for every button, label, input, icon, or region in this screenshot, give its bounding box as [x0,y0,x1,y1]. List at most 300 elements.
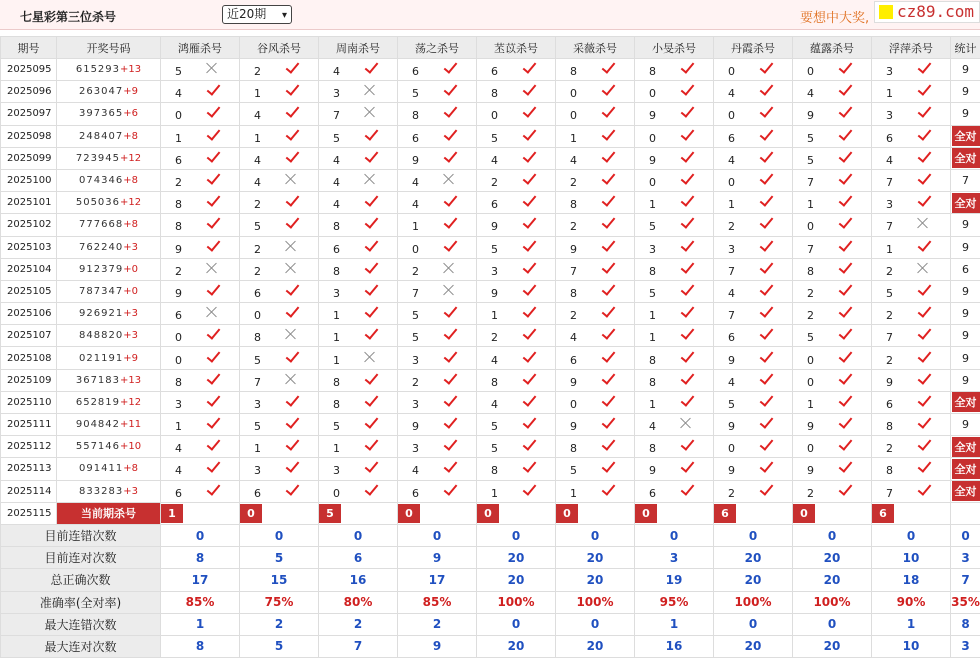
kill-number: 2 [886,265,916,278]
kill-number: 3 [649,243,679,256]
kill-cell [398,436,477,458]
kill-cell [872,169,951,191]
current-kill-cell [635,502,714,524]
row-stat-value: 9 [962,352,969,365]
row-stat-cell [951,391,980,413]
stats-value: 90% [872,591,951,613]
kill-cell [398,303,477,325]
kill-number: 1 [333,354,363,367]
stats-value: 5 [240,547,319,569]
kill-number: 8 [333,220,363,233]
draw-numbers-cell [57,103,161,125]
check-icon [758,327,774,341]
stats-value: 0 [714,524,793,546]
row-stat-cell [951,125,980,147]
row-stat-cell [951,169,980,191]
kill-cell [319,258,398,280]
check-icon [758,394,774,408]
period-range-select[interactable] [222,5,292,24]
kill-cell [714,192,793,214]
row-stat-value: 7 [962,174,969,187]
stats-row [1,613,980,635]
current-kill-number: 6 [872,504,894,523]
kill-number: 6 [728,331,758,344]
table-row [1,103,980,125]
table-row [1,480,980,502]
check-icon [837,438,853,452]
kill-cell [319,214,398,236]
kill-number: 5 [570,464,600,477]
kill-number: 4 [333,154,363,167]
draw-sum: +12 [120,397,141,408]
kill-number: 8 [570,65,600,78]
check-icon [442,416,458,430]
stats-value: 9 [398,547,477,569]
draw-sum: +13 [120,64,141,75]
check-icon [837,283,853,297]
kill-number: 2 [175,176,205,189]
kill-number: 4 [491,354,521,367]
kill-cell [556,81,635,103]
check-icon [363,372,379,386]
stats-label: 准确率(全对率) [1,591,161,613]
draw-numbers-cell [57,169,161,191]
current-kill-cell [240,502,319,524]
current-kill-number: 0 [635,504,657,523]
kill-number: 0 [175,331,205,344]
check-icon [521,283,537,297]
kill-number: 2 [254,198,284,211]
period-cell: 2025110 [1,391,57,413]
kill-number: 1 [333,331,363,344]
kill-number: 8 [333,265,363,278]
kill-number: 5 [649,287,679,300]
kill-cell [872,480,951,502]
kill-number: 0 [412,243,442,256]
row-stat-value: 9 [962,329,969,342]
stats-value: 20 [556,635,635,657]
kill-cell [240,280,319,302]
check-icon [916,172,932,186]
kill-number: 4 [175,464,205,477]
kill-cell [477,103,556,125]
stats-value: 75% [240,591,319,613]
promo-text[interactable]: 要想中大奖, [800,7,869,26]
kill-cell [161,414,240,436]
stats-value: 8 [951,613,980,635]
kill-cell [635,458,714,480]
kill-cell [556,458,635,480]
kill-cell [240,125,319,147]
check-icon [442,83,458,97]
draw-numbers-cell [57,458,161,480]
kill-cell [556,480,635,502]
kill-number: 8 [491,464,521,477]
draw-numbers-cell [57,480,161,502]
column-header: 苤苡杀号 [477,37,556,59]
check-icon [758,372,774,386]
kill-number: 0 [807,354,837,367]
stats-value: 1 [872,613,951,635]
table-row [1,236,980,258]
kill-cell [319,81,398,103]
check-icon [916,194,932,208]
kill-cell [793,81,872,103]
period-cell: 2025107 [1,325,57,347]
kill-number: 2 [412,376,442,389]
stats-value: 20 [477,547,556,569]
stats-value: 100% [793,591,872,613]
column-header: 鸿雁杀号 [161,37,240,59]
stats-value: 0 [477,613,556,635]
kill-cell [872,458,951,480]
check-icon [600,261,616,275]
kill-cell [319,59,398,81]
check-icon [758,61,774,75]
kill-cell [714,347,793,369]
row-stat-cell [951,280,980,302]
kill-number: 0 [807,442,837,455]
page-title: 七星彩第三位杀号 [20,8,116,25]
stats-value: 20 [793,569,872,591]
kill-cell [319,169,398,191]
kill-number: 0 [649,87,679,100]
kill-cell [714,480,793,502]
kill-cell [161,125,240,147]
kill-number: 1 [412,220,442,233]
check-icon [916,128,932,142]
kill-cell [793,236,872,258]
kill-cell [714,280,793,302]
kill-cell [793,347,872,369]
table-row [1,258,980,280]
draw-numbers-cell [57,280,161,302]
kill-number: 2 [886,309,916,322]
draw-sum: +8 [123,175,138,186]
kill-number: 5 [807,132,837,145]
kill-cell [319,192,398,214]
kill-number: 4 [175,442,205,455]
check-icon [758,350,774,364]
kill-cell [714,303,793,325]
check-icon [600,416,616,430]
check-icon [442,61,458,75]
kill-cell [477,391,556,413]
kill-cell [398,236,477,258]
kill-cell [398,280,477,302]
kill-cell [319,103,398,125]
kill-cell [477,169,556,191]
kill-number: 6 [175,487,205,500]
stats-value: 10 [872,547,951,569]
stats-value: 0 [319,524,398,546]
current-kill-cell [793,502,872,524]
kill-number: 8 [649,265,679,278]
check-icon [205,483,221,497]
current-kill-cell [556,502,635,524]
kill-cell [477,436,556,458]
kill-cell [872,258,951,280]
kill-number: 7 [886,176,916,189]
kill-cell [556,414,635,436]
kill-cell [240,147,319,169]
check-icon [837,261,853,275]
kill-number: 2 [807,287,837,300]
check-icon [758,261,774,275]
draw-sum: +3 [123,486,138,497]
draw-numbers-cell [57,236,161,258]
kill-number: 9 [886,376,916,389]
stats-value: 2 [398,613,477,635]
row-stat-cell [951,480,980,502]
check-icon [758,416,774,430]
kill-cell [398,480,477,502]
kill-cell [161,214,240,236]
current-kill-number: 0 [793,504,815,523]
check-icon [521,305,537,319]
check-icon [916,394,932,408]
row-stat-value: 9 [962,85,969,98]
check-icon [679,394,695,408]
check-icon [600,128,616,142]
table-row [1,303,980,325]
check-icon [521,350,537,364]
draw-numbers-cell [57,347,161,369]
cross-icon [284,172,298,186]
all-correct-badge: 全对 [952,481,980,501]
check-icon [679,194,695,208]
kill-cell [161,81,240,103]
kill-number: 9 [412,154,442,167]
row-stat-cell [951,214,980,236]
kill-cell [398,103,477,125]
kill-number: 2 [491,331,521,344]
stats-value: 17 [161,569,240,591]
check-icon [758,172,774,186]
check-icon [363,61,379,75]
kill-number: 5 [807,154,837,167]
stats-label: 最大连错次数 [1,613,161,635]
kill-cell [161,103,240,125]
kill-cell [240,59,319,81]
check-icon [679,327,695,341]
kill-number: 4 [728,154,758,167]
kill-cell [477,458,556,480]
check-icon [837,350,853,364]
kill-number: 5 [491,243,521,256]
row-stat-cell [951,325,980,347]
row-stat-cell [951,103,980,125]
kill-number: 7 [333,109,363,122]
kill-number: 6 [886,132,916,145]
kill-cell [319,347,398,369]
draw-digits: 557146 [76,441,120,452]
stats-value: 0 [714,613,793,635]
draw-numbers-cell [57,414,161,436]
kill-number: 5 [254,220,284,233]
kill-cell [793,414,872,436]
check-icon [205,239,221,253]
check-icon [600,216,616,230]
stats-value: 7 [319,635,398,657]
kill-number: 0 [570,87,600,100]
kill-cell [793,169,872,191]
kill-cell [240,169,319,191]
check-icon [916,350,932,364]
kill-number: 1 [175,132,205,145]
check-icon [284,305,300,319]
kill-cell [319,147,398,169]
kill-cell [398,59,477,81]
kill-cell [793,436,872,458]
check-icon [837,460,853,474]
table-row [1,125,980,147]
check-icon [837,172,853,186]
check-icon [205,327,221,341]
kill-cell [714,103,793,125]
check-icon [363,283,379,297]
kill-number: 0 [491,109,521,122]
check-icon [205,216,221,230]
check-icon [284,83,300,97]
row-stat-value: 6 [962,263,969,276]
current-kill-number: 6 [714,504,736,523]
stats-row [1,524,980,546]
kill-number: 8 [570,287,600,300]
check-icon [837,83,853,97]
current-kill-cell [872,502,951,524]
all-correct-badge: 全对 [952,148,980,168]
kill-number: 4 [491,154,521,167]
draw-sum: +8 [123,219,138,230]
kill-number: 9 [491,220,521,233]
all-correct-badge: 全对 [952,126,980,146]
draw-sum: +8 [123,463,138,474]
check-icon [916,372,932,386]
kill-number: 3 [491,265,521,278]
kill-cell [319,480,398,502]
kill-cell [635,236,714,258]
current-kill-label: 当前期杀号 [57,502,161,524]
site-logo[interactable] [874,1,980,23]
kill-number: 3 [728,243,758,256]
kill-cell [477,81,556,103]
stats-value: 3 [951,547,980,569]
check-icon [600,460,616,474]
kill-number: 1 [649,309,679,322]
kill-number: 8 [649,65,679,78]
kill-number: 0 [728,65,758,78]
kill-number: 8 [175,376,205,389]
kill-cell [398,414,477,436]
check-icon [679,305,695,319]
kill-number: 3 [412,398,442,411]
stats-value: 2 [319,613,398,635]
cross-icon [442,172,456,186]
kill-cell [872,192,951,214]
kill-number: 9 [807,109,837,122]
check-icon [758,305,774,319]
row-stat-value: 9 [962,63,969,76]
stats-value: 0 [161,524,240,546]
period-cell: 2025105 [1,280,57,302]
kill-number: 2 [570,220,600,233]
kill-number: 2 [254,265,284,278]
draw-digits: 505036 [76,197,120,208]
kill-number: 8 [333,376,363,389]
kill-cell [161,458,240,480]
stats-value: 3 [951,635,980,657]
kill-cell [635,59,714,81]
cross-icon [284,327,298,341]
kill-number: 3 [175,398,205,411]
stats-value: 100% [714,591,793,613]
stats-value: 18 [872,569,951,591]
cross-icon [442,283,456,297]
check-icon [916,283,932,297]
check-icon [837,372,853,386]
kill-number: 3 [254,398,284,411]
kill-cell [556,391,635,413]
logo-square-icon [879,5,893,19]
check-icon [758,150,774,164]
kill-number: 5 [254,354,284,367]
current-kill-number: 0 [556,504,578,523]
kill-cell [635,125,714,147]
check-icon [758,283,774,297]
check-icon [600,61,616,75]
kill-cell [161,280,240,302]
kill-number: 9 [649,109,679,122]
kill-number-table [0,36,980,658]
kill-cell [240,236,319,258]
check-icon [521,194,537,208]
kill-cell [556,369,635,391]
kill-number: 3 [254,464,284,477]
check-icon [758,460,774,474]
kill-cell [556,347,635,369]
kill-cell [872,103,951,125]
check-icon [205,372,221,386]
check-icon [679,150,695,164]
kill-cell [793,147,872,169]
check-icon [442,483,458,497]
kill-cell [635,436,714,458]
kill-number: 6 [412,487,442,500]
check-icon [758,128,774,142]
kill-cell [240,347,319,369]
kill-number: 6 [254,487,284,500]
stats-value: 0 [635,524,714,546]
kill-number: 2 [886,354,916,367]
check-icon [679,83,695,97]
check-icon [837,327,853,341]
kill-number: 8 [254,331,284,344]
kill-number: 5 [728,398,758,411]
draw-numbers-cell [57,258,161,280]
kill-number: 3 [886,109,916,122]
kill-cell [635,214,714,236]
kill-cell [635,103,714,125]
logo-text: cz89.com [897,2,974,21]
stats-value: 16 [635,635,714,657]
draw-sum: +3 [123,242,138,253]
kill-number: 5 [491,442,521,455]
check-icon [679,105,695,119]
kill-number: 4 [254,109,284,122]
kill-cell [398,214,477,236]
current-kill-number: 0 [240,504,262,523]
